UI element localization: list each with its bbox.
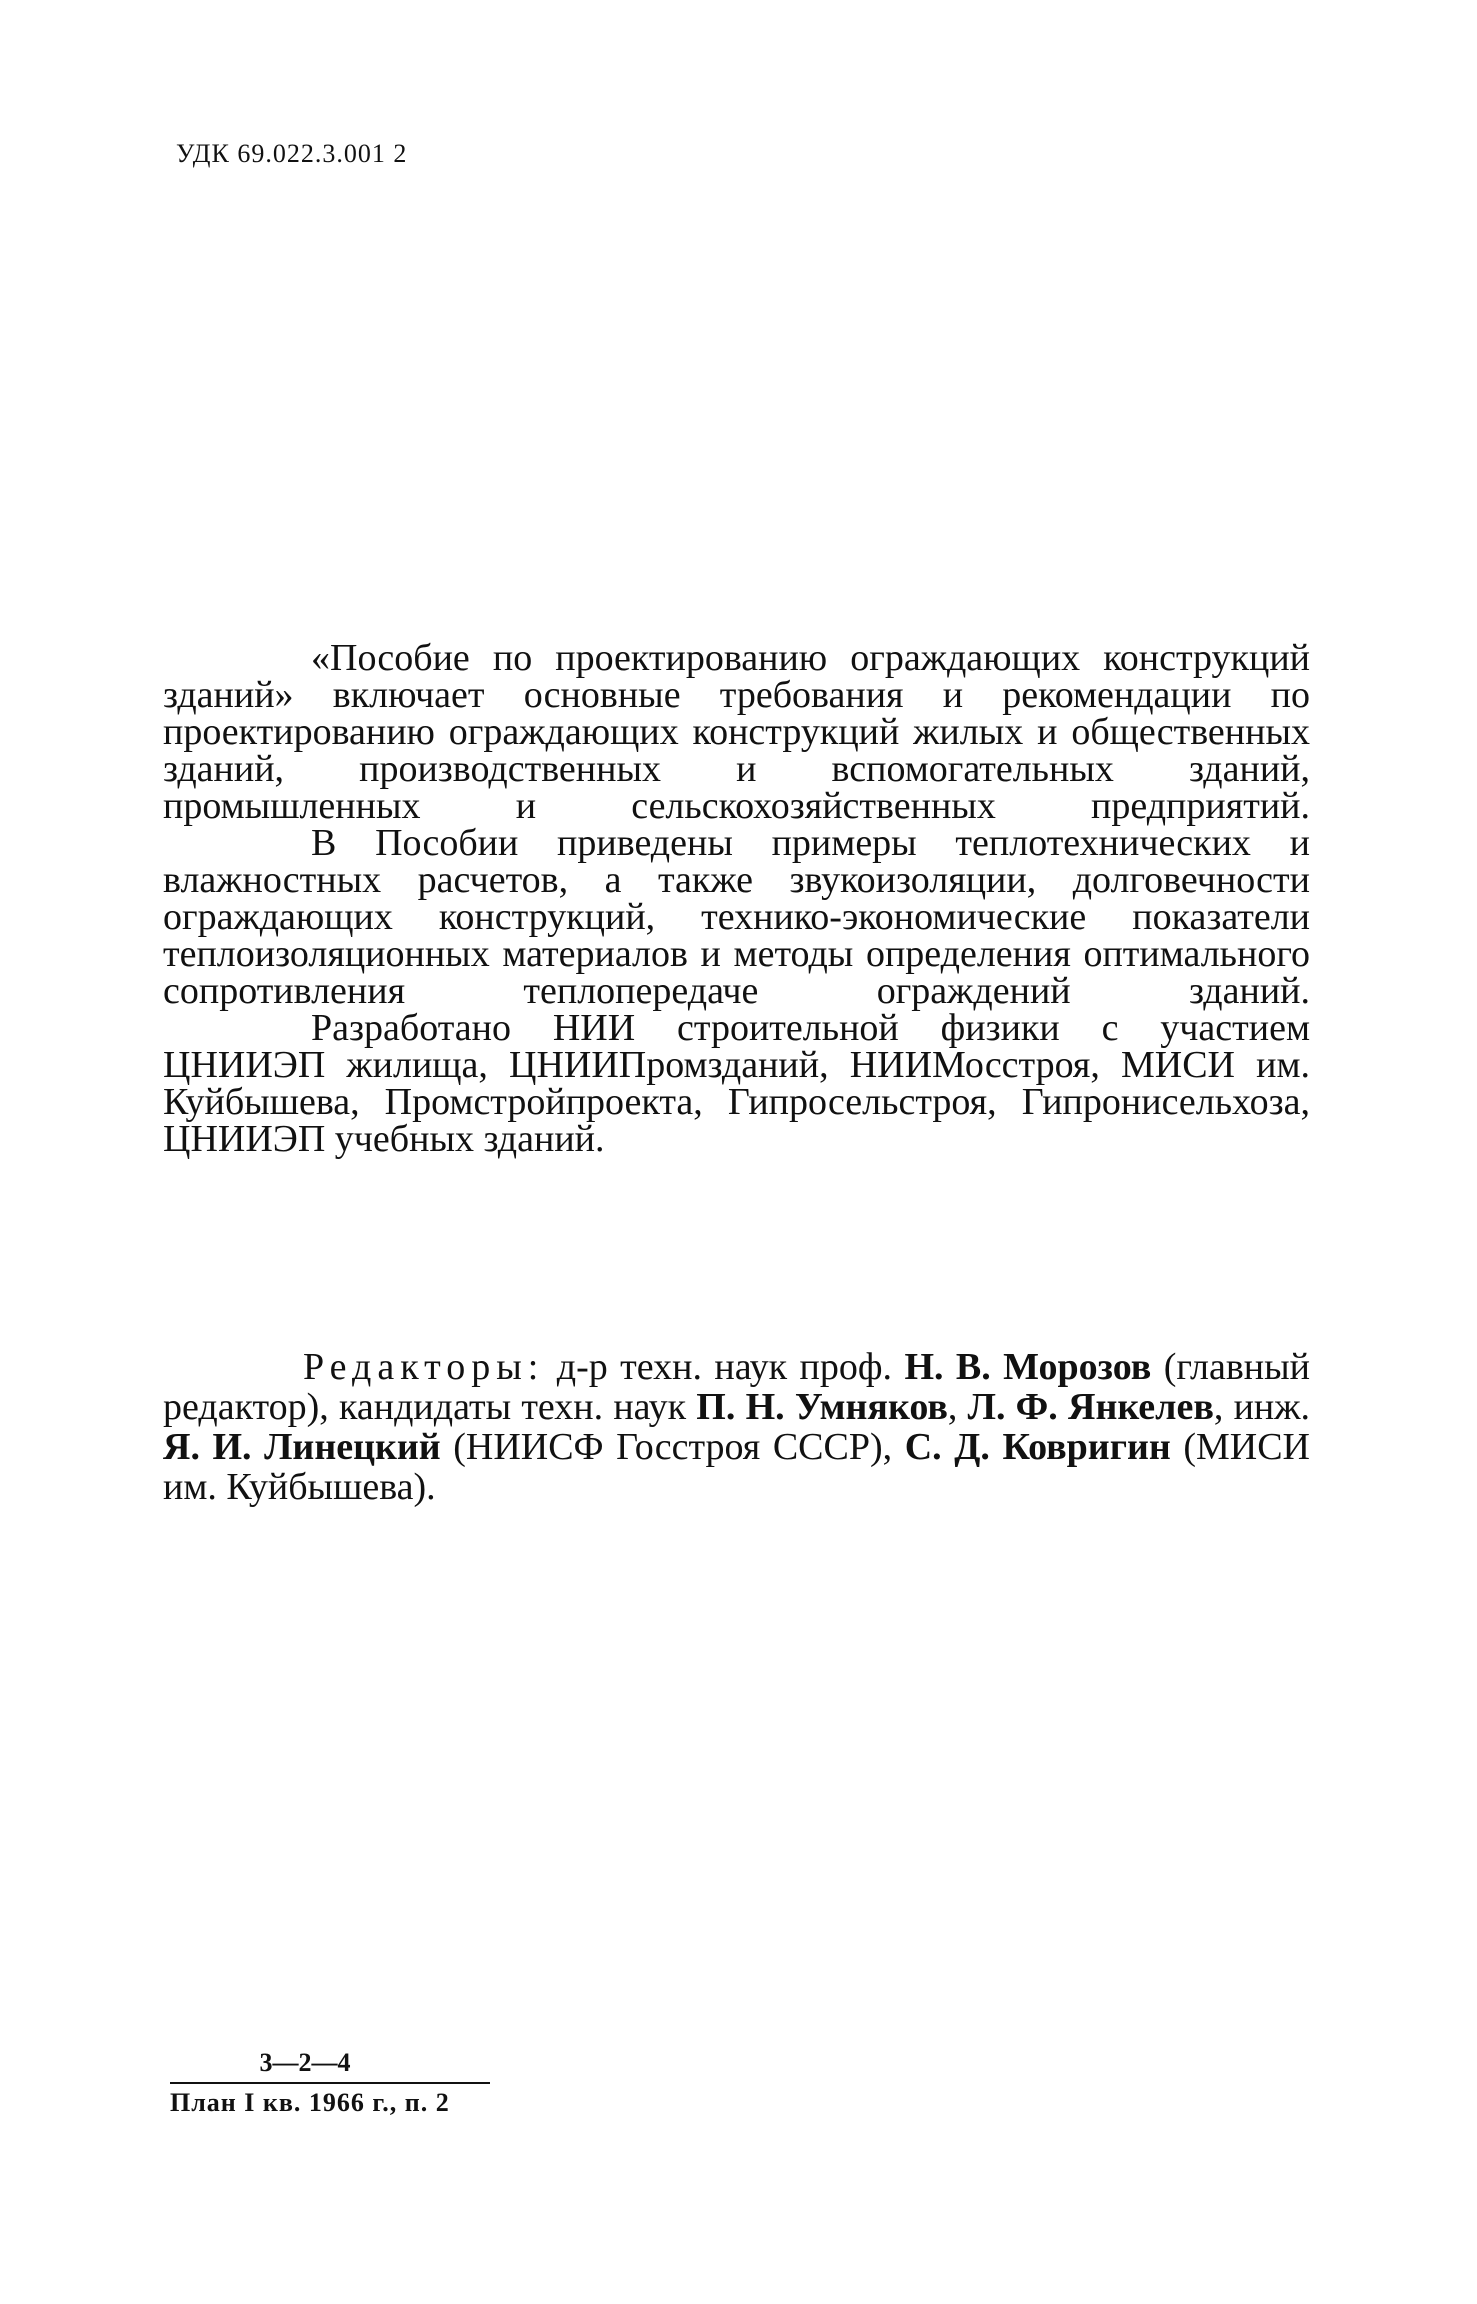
publication-plan: План I кв. 1966 г., п. 2 bbox=[170, 2088, 450, 2117]
editor-affiliation-misi: (МИСИ им. Куйбышева). bbox=[163, 1426, 1310, 1508]
editor-chief-name: Н. В. Морозов bbox=[904, 1346, 1152, 1388]
editor-eng-label: инж. bbox=[1233, 1386, 1311, 1428]
editors-block: Редакторы: д-р техн. наук проф. Н. В. Морозов (главный редактор), кандидаты техн. наук П. Н. Умняков, Л. Ф. Янкелев, инж. Я. И. Линецкий (НИИСФ Госстроя СССР), С. Д. Ковригин (МИСИ им. Куйбышева). bbox=[163, 1346, 1311, 1508]
publication-code: 3—2—4 bbox=[259, 2048, 351, 2077]
colophon bbox=[170, 2046, 490, 2118]
annotation-paragraph-3: Разработано НИИ строительной физики с участием ЦНИИЭП жилища, ЦНИИПромзданий, НИИМосстроя, МИСИ им. Куйбышева, Промстройпроекта, Гипросельстроя, Гипронисельхоза, ЦНИИЭП учебных зданий. bbox=[163, 1007, 1310, 1160]
editor-name-yankelev: Л. Ф. Янкелев bbox=[967, 1386, 1214, 1428]
udk-code: УДК 69.022.3.001 2 bbox=[176, 139, 408, 168]
editor-name-kovrigin: С. Д. Ковригин bbox=[904, 1426, 1171, 1468]
annotation-paragraph-1: «Пособие по проектированию ограждающих конструкций зданий» включает основные требования и рекомендации по проектированию ограждающих конструкций жилых и общественных зданий, производственных и вспомогательных зданий, промышленных и сельскохозяйственных предприятий. bbox=[163, 637, 1310, 827]
editor-chief-role: (главный редактор), кандидаты техн. наук bbox=[163, 1346, 1311, 1428]
editors-intro: д-р техн. наук проф. bbox=[556, 1346, 893, 1388]
editor-name-linetsky: Я. И. Линецкий bbox=[163, 1426, 441, 1468]
editor-affiliation-niisf: (НИИСФ Госстроя СССР), bbox=[453, 1426, 893, 1468]
editor-name-umnyakov: П. Н. Умняков bbox=[696, 1386, 948, 1428]
annotation-paragraph-2: В Пособии приведены примеры теплотехнических и влажностных расчетов, а также звукоизоляции, долговечности ограждающих конструкций, технико-экономические показатели теплоизоляционных материалов и методы определения оптимального сопротивления теплопередаче ограждений зданий. bbox=[163, 822, 1310, 1012]
colophon-rule bbox=[170, 2082, 490, 2084]
annotation bbox=[163, 637, 1310, 1160]
editors-heading: Редакторы: bbox=[303, 1346, 545, 1388]
